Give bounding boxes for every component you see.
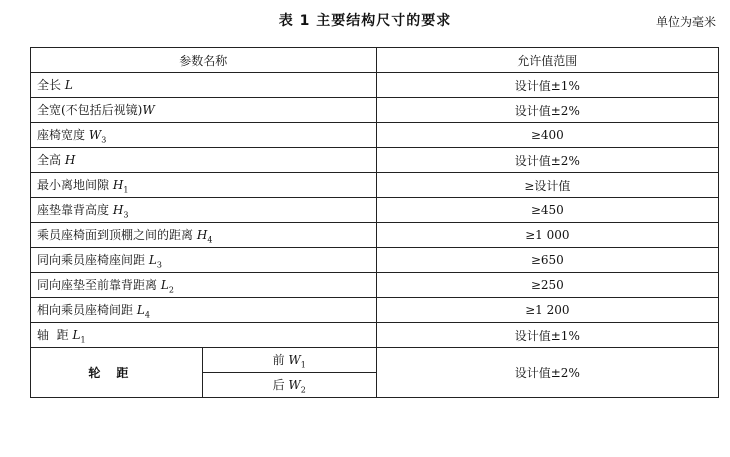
table-row xyxy=(31,123,719,148)
wheel-rear-symbol: W xyxy=(288,377,301,392)
wheel-front-cell xyxy=(202,348,376,373)
allowed-value: 设计值±2% xyxy=(376,148,718,173)
table-row xyxy=(31,173,719,198)
param-symbol: L xyxy=(64,77,73,92)
param-label: 座垫靠背高度 xyxy=(37,202,110,217)
table-row xyxy=(31,198,719,223)
param-name-cell xyxy=(31,248,377,273)
wheel-rear-label: 后 xyxy=(272,377,285,392)
table-row xyxy=(31,223,719,248)
param-name-cell xyxy=(31,298,377,323)
param-label: 座椅宽度 xyxy=(37,127,86,142)
wheel-rear-cell xyxy=(202,373,376,398)
allowed-value: 设计值±2% xyxy=(376,98,718,123)
header-allowed: 允许值范围 xyxy=(376,48,718,73)
param-subscript: 4 xyxy=(207,235,213,245)
param-subscript: 2 xyxy=(168,285,174,295)
param-name-cell xyxy=(31,173,377,198)
wheelbase-label: 轮距 xyxy=(31,348,203,398)
table-row xyxy=(31,248,719,273)
table-row xyxy=(31,273,719,298)
param-name-cell xyxy=(31,273,377,298)
param-symbol: L xyxy=(160,277,169,292)
param-subscript: 3 xyxy=(101,135,107,145)
wheel-rear-subscript: 2 xyxy=(300,385,306,395)
param-subscript: 3 xyxy=(156,260,162,270)
param-name-cell xyxy=(31,73,377,98)
allowed-value: ≥650 xyxy=(376,248,718,273)
table-row xyxy=(31,148,719,173)
param-name-cell xyxy=(31,198,377,223)
param-label: 最小离地间隙 xyxy=(37,177,110,192)
param-symbol: H xyxy=(112,202,124,217)
param-symbol: W xyxy=(142,102,155,117)
param-label: 轴 距 xyxy=(37,327,69,342)
param-name-cell xyxy=(31,223,377,248)
allowed-value: ≥450 xyxy=(376,198,718,223)
table-row xyxy=(31,298,719,323)
param-symbol: L xyxy=(136,302,145,317)
param-name-cell xyxy=(31,148,377,173)
param-symbol: L xyxy=(72,327,81,342)
allowed-value: 设计值±1% xyxy=(376,73,718,98)
param-symbol: W xyxy=(88,127,102,142)
param-label: 全长 xyxy=(37,77,62,92)
table-row xyxy=(31,73,719,98)
wheel-front-symbol: W xyxy=(288,352,301,367)
param-label: 全宽(不包括后视镜) xyxy=(37,102,143,117)
allowed-value: ≥400 xyxy=(376,123,718,148)
param-symbol: H xyxy=(64,152,76,167)
param-symbol: L xyxy=(148,252,157,267)
wheel-front-subscript: 1 xyxy=(300,360,306,370)
param-name-cell xyxy=(31,98,377,123)
wheel-front-label: 前 xyxy=(272,352,285,367)
allowed-value: ≥设计值 xyxy=(376,173,718,198)
allowed-value: 设计值±1% xyxy=(376,323,718,348)
unit-note: 单位为毫米 xyxy=(655,15,716,29)
header-row xyxy=(31,48,719,73)
requirements-table xyxy=(30,47,719,398)
param-label: 同向乘员座椅座间距 xyxy=(37,252,146,267)
table-row xyxy=(31,323,719,348)
table-row xyxy=(31,98,719,123)
allowed-value: ≥250 xyxy=(376,273,718,298)
param-label: 相向乘员座椅间距 xyxy=(37,302,134,317)
param-label: 乘员座椅面到顶棚之间的距离 xyxy=(37,227,194,242)
param-label: 全高 xyxy=(37,152,62,167)
table-row-wheel-front xyxy=(31,348,719,373)
param-name-cell xyxy=(31,123,377,148)
param-name-cell xyxy=(31,323,377,348)
param-subscript: 3 xyxy=(123,210,129,220)
param-subscript: 1 xyxy=(80,335,86,345)
param-symbol: H xyxy=(196,227,208,242)
param-symbol: H xyxy=(112,177,124,192)
header-param: 参数名称 xyxy=(31,48,377,73)
param-subscript: 1 xyxy=(123,185,129,195)
wheelbase-value: 设计值±2% xyxy=(376,348,718,398)
allowed-value: ≥1 000 xyxy=(376,223,718,248)
table-caption: 表 1 主要结构尺寸的要求 xyxy=(278,13,452,29)
allowed-value: ≥1 200 xyxy=(376,298,718,323)
param-subscript: 4 xyxy=(144,310,150,320)
param-label: 同向座垫至前靠背距离 xyxy=(37,277,158,292)
